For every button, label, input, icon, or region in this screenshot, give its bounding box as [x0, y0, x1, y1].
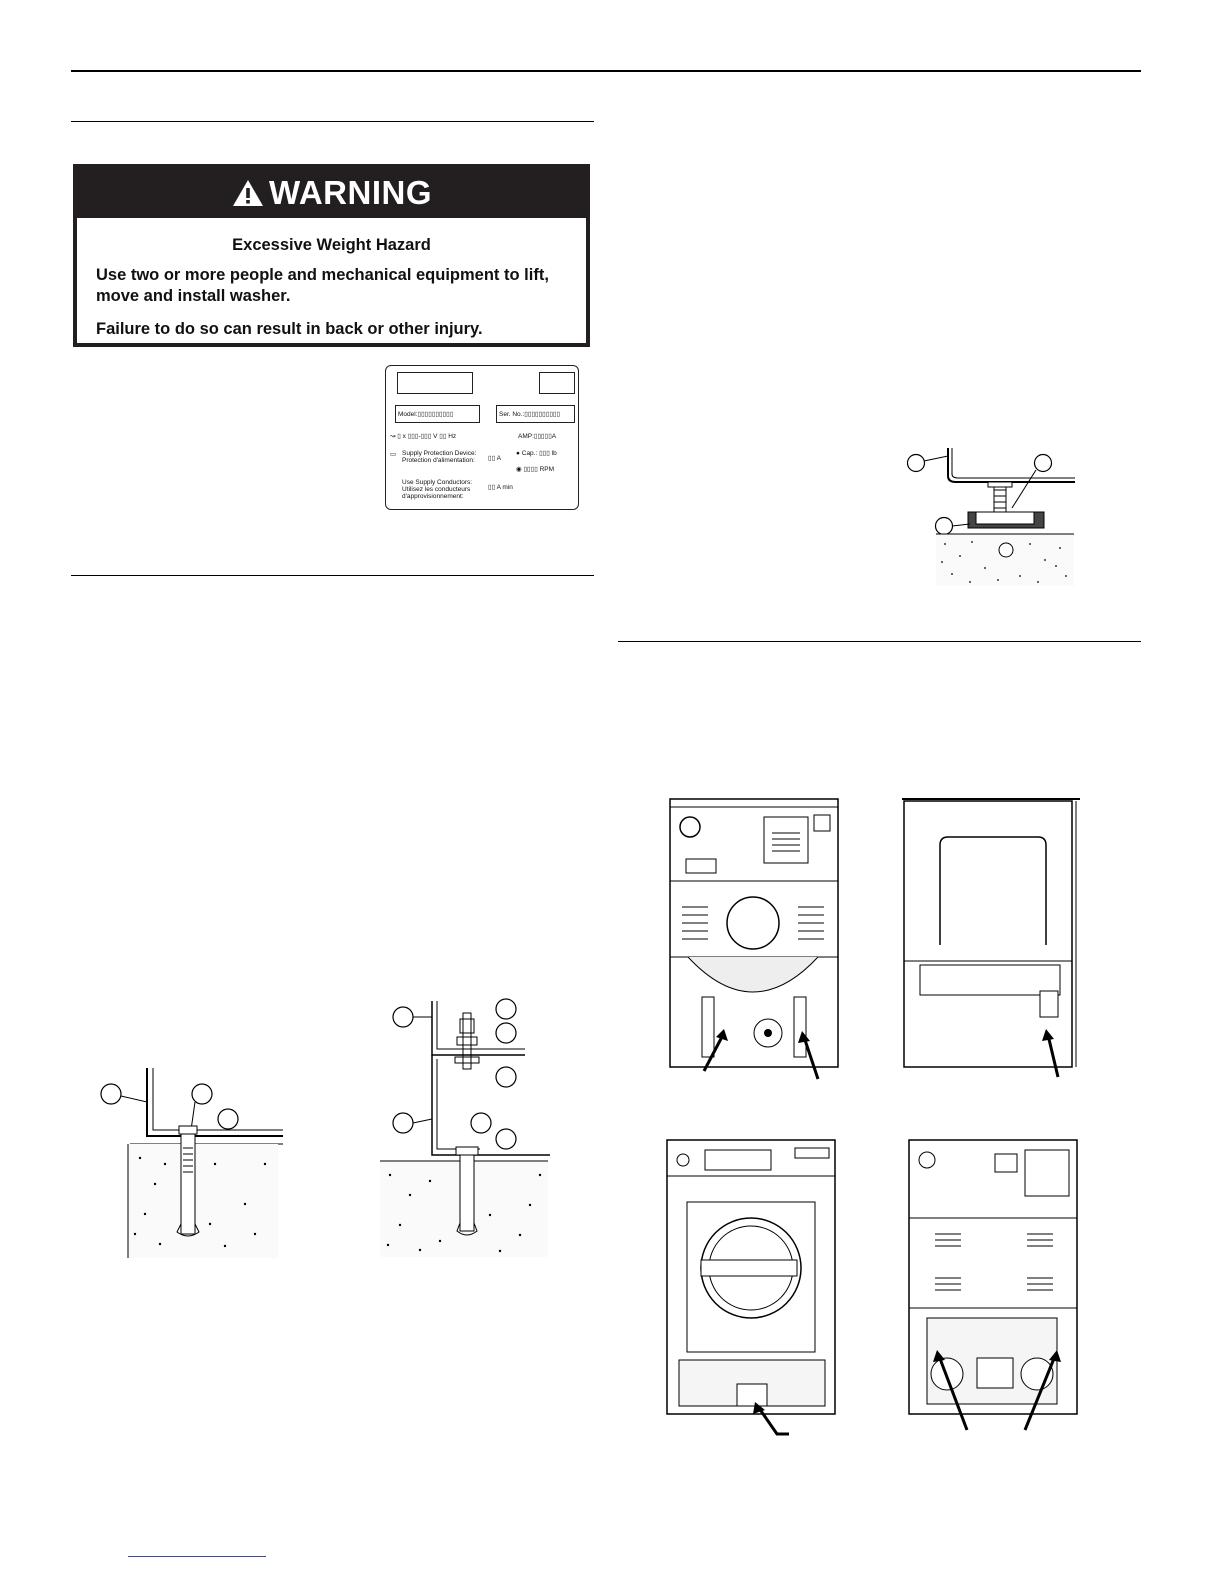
plate-supply-protection-fr: Protection d'alimentation: [402, 457, 475, 464]
warning-box [73, 164, 590, 347]
warning-title: WARNING [269, 174, 432, 211]
footer-link-underline [128, 1556, 266, 1557]
section-rule-left-1 [71, 121, 594, 122]
plate-conductors-fr2: d'approvisionnement: [402, 493, 464, 500]
plate-voltage: ▯ x ▯▯▯-▯▯▯ V ▯▯ Hz [397, 433, 457, 440]
warning-line-2: Failure to do so can result in back or other injury. [96, 320, 483, 338]
warning-triangle-icon [231, 178, 265, 208]
anchor-bolt-diagram-2 [380, 995, 555, 1260]
rating-nameplate [385, 365, 579, 510]
rpm-icon: ◉ [516, 466, 522, 473]
warning-line-1: Use two or more people and mechanical equipment to lift, move and install washer. [96, 266, 549, 305]
plate-conductors: Use Supply Conductors: [402, 479, 473, 486]
leveling-foot-diagram [900, 448, 1080, 590]
header-rule [71, 70, 1141, 72]
plug-icon: ↝ [390, 433, 396, 440]
washer-rear-view-2 [907, 1138, 1082, 1438]
warning-header [77, 168, 586, 218]
plate-supply-protection: Supply Protection Device: [402, 450, 477, 457]
plate-supply-protection-value: ▯▯ A [488, 455, 501, 462]
section-rule-left-2 [71, 575, 594, 576]
plate-conductors-fr1: Utilisez les conducteurs [402, 486, 471, 493]
warning-hazard: Excessive Weight Hazard [232, 236, 431, 254]
washer-side-view [900, 795, 1085, 1085]
section-rule-right-1 [618, 641, 1141, 642]
capacity-icon: ● [516, 450, 520, 457]
plate-conductors-value: ▯▯ A min [488, 484, 513, 491]
anchor-bolt-diagram-1 [95, 1064, 290, 1260]
washer-rear-view [668, 797, 840, 1087]
plate-serial: Ser. No.:▯▯▯▯▯▯▯▯▯▯ [499, 411, 561, 418]
fuse-icon: ▭ [390, 451, 397, 458]
plate-blank-box [397, 372, 473, 394]
plate-amp: AMP:▯▯▯▯▯A [518, 433, 557, 440]
plate-model: Model:▯▯▯▯▯▯▯▯▯▯ [398, 411, 454, 418]
plate-cap: Cap.: ▯▯▯ lb [521, 450, 557, 457]
plate-blank-box-small [539, 372, 575, 394]
washer-front-view [665, 1138, 840, 1438]
plate-rpm: ▯▯▯▯ RPM [523, 466, 555, 473]
